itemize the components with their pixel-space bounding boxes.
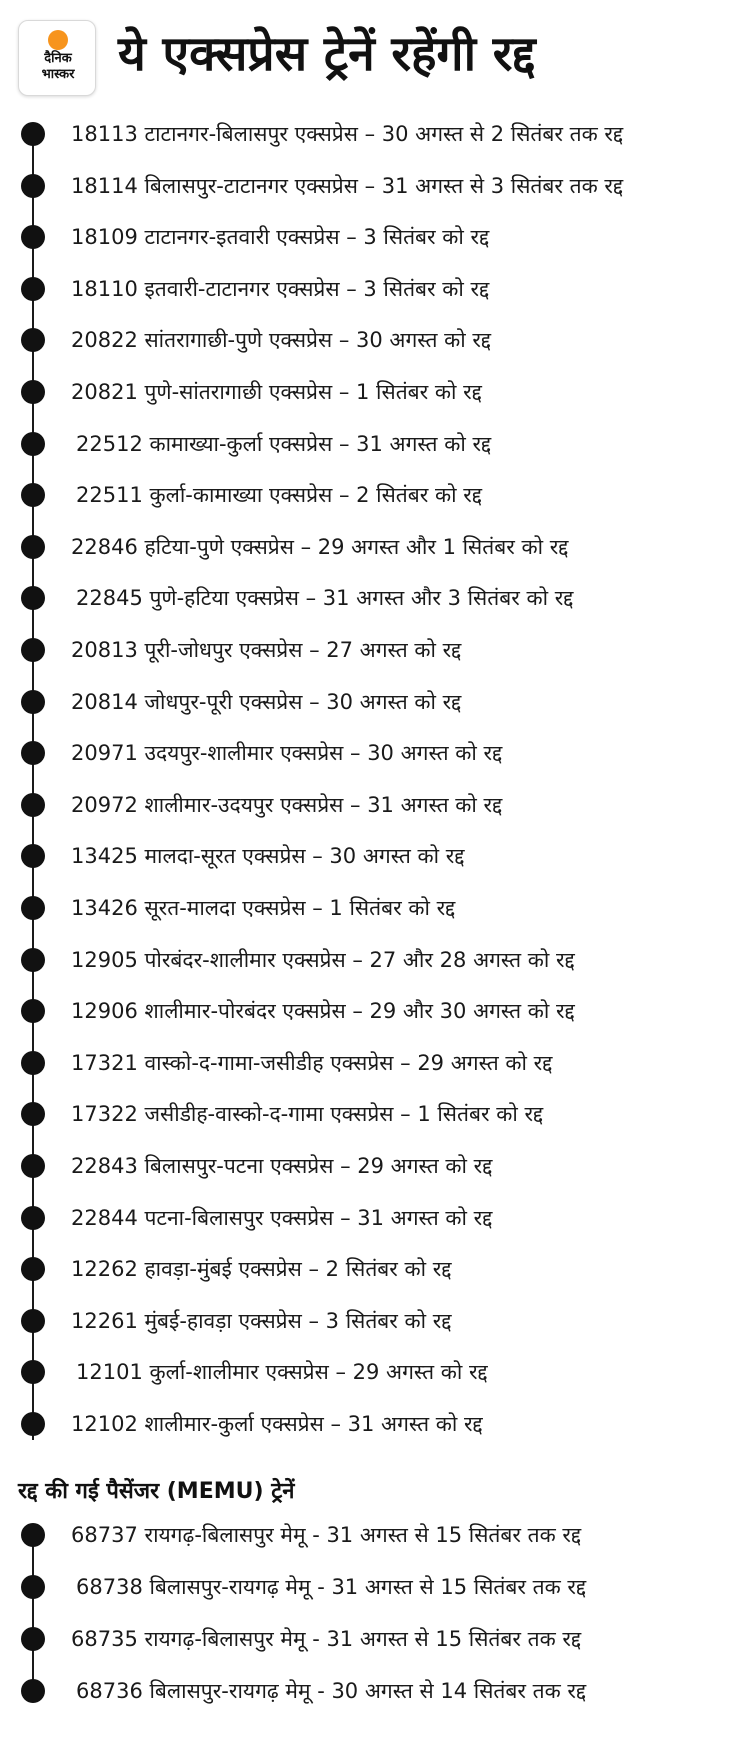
train-entry: 12906 शालीमार-पोरबंदर एक्सप्रेस – 29 और 30 अगस्त को रद्द: [71, 999, 575, 1024]
list-item: [0, 369, 730, 415]
bullet-icon: [21, 174, 45, 198]
bullet-icon: [21, 1257, 45, 1281]
bullet-icon: [21, 483, 45, 507]
train-entry: 20814 जोधपुर-पूरी एक्सप्रेस – 30 अगस्त को रद्द: [71, 689, 462, 714]
train-entry: 12102 शालीमार-कुर्ला एक्सप्रेस – 31 अगस्त को रद्द: [71, 1412, 483, 1436]
bullet-icon: [21, 1627, 45, 1651]
list-item: [0, 266, 730, 312]
bullet-icon: [21, 380, 45, 404]
logo-line-1: दैनिक: [44, 51, 72, 66]
list-item: [0, 937, 730, 983]
bullet-icon: [21, 1679, 45, 1703]
bullet-icon: [21, 586, 45, 610]
list-item: [0, 1349, 730, 1395]
bullet-icon: [21, 122, 45, 146]
train-entry: 20822 सांतरागाछी-पुणे एक्सप्रेस – 30 अगस्त को रद्द: [71, 328, 492, 353]
train-entry: 20971 उदयपुर-शालीमार एक्सप्रेस – 30 अगस्त को रद्द: [71, 741, 503, 766]
list-item: [0, 575, 730, 621]
list-item: [0, 524, 730, 570]
bullet-icon: [21, 793, 45, 817]
list-item: [0, 1195, 730, 1241]
bullet-icon: [21, 896, 45, 920]
bullet-icon: [21, 1309, 45, 1333]
list-item: [0, 472, 730, 518]
bullet-icon: [21, 638, 45, 662]
train-entry: 22844 पटना-बिलासपुर एक्सप्रेस – 31 अगस्त को रद्द: [71, 1205, 493, 1230]
list-item: [0, 317, 730, 363]
bullet-icon: [21, 844, 45, 868]
train-entry: 22511 कुर्ला-कामाख्या एक्सप्रेस – 2 सितंबर को रद्द: [76, 483, 483, 508]
list-item: [0, 163, 730, 209]
train-entry: 20813 पूरी-जोधपुर एक्सप्रेस – 27 अगस्त को रद्द: [71, 638, 462, 662]
dainik-bhaskar-logo: [18, 20, 96, 96]
sun-icon: [48, 30, 68, 50]
list-item: [0, 730, 730, 776]
list-item: [0, 1298, 730, 1344]
train-entry: 18114 बिलासपुर-टाटानगर एक्सप्रेस – 31 अगस्त से 3 सितंबर तक रद्द: [71, 173, 624, 198]
list-item: [0, 1246, 730, 1292]
bullet-icon: [21, 328, 45, 352]
train-entry: 68738 बिलासपुर-रायगढ़ मेमू - 31 अगस्त से 15 सितंबर तक रद्द: [76, 1575, 587, 1599]
list-item: [0, 1616, 730, 1662]
page-title: ये एक्सप्रेस ट्रेनें रहेंगी रद्द: [118, 26, 536, 82]
train-entry: 20821 पुणे-सांतरागाछी एक्सप्रेस – 1 सितंबर को रद्द: [71, 380, 482, 404]
train-entry: 68737 रायगढ़-बिलासपुर मेमू - 31 अगस्त से 15 सितंबर तक रद्द: [71, 1523, 582, 1547]
bullet-icon: [21, 999, 45, 1023]
train-entry: 17322 जसीडीह-वास्को-द-गामा एक्सप्रेस – 1 सितंबर को रद्द: [71, 1102, 544, 1127]
bullet-icon: [21, 1523, 45, 1547]
bullet-icon: [21, 948, 45, 972]
list-item: [0, 421, 730, 467]
list-item: [0, 1091, 730, 1137]
memu-section-title: रद्द की गई पैसेंजर (MEMU) ट्रेनें: [18, 1479, 295, 1504]
bullet-icon: [21, 1206, 45, 1230]
list-item: [0, 1143, 730, 1189]
list-item: [0, 627, 730, 673]
bullet-icon: [21, 690, 45, 714]
bullet-icon: [21, 1051, 45, 1075]
train-entry: 22843 बिलासपुर-पटना एक्सप्रेस – 29 अगस्त को रद्द: [71, 1154, 493, 1178]
bullet-icon: [21, 741, 45, 765]
train-entry: 68736 बिलासपुर-रायगढ़ मेमू - 30 अगस्त से 14 सितंबर तक रद्द: [76, 1679, 587, 1703]
list-item: [0, 1401, 730, 1447]
train-entry: 68735 रायगढ़-बिलासपुर मेमू - 31 अगस्त से 15 सितंबर तक रद्द: [71, 1627, 582, 1651]
train-entry: 20972 शालीमार-उदयपुर एक्सप्रेस – 31 अगस्त को रद्द: [71, 792, 503, 817]
list-item: [0, 111, 730, 157]
train-entry: 13426 सूरत-मालदा एक्सप्रेस – 1 सितंबर को रद्द: [71, 896, 456, 920]
train-entry: 22512 कामाख्या-कुर्ला एक्सप्रेस – 31 अगस्त को रद्द: [76, 431, 492, 456]
bullet-icon: [21, 1102, 45, 1126]
bullet-icon: [21, 277, 45, 301]
bullet-icon: [21, 225, 45, 249]
bullet-icon: [21, 1360, 45, 1384]
bullet-icon: [21, 535, 45, 559]
list-item: [0, 1040, 730, 1086]
bullet-icon: [21, 1575, 45, 1599]
bullet-icon: [21, 1154, 45, 1178]
list-item: [0, 833, 730, 879]
header: [0, 0, 730, 100]
list-item: [0, 782, 730, 828]
logo-line-2: भास्कर: [41, 67, 75, 82]
train-entry: 18110 इतवारी-टाटानगर एक्सप्रेस – 3 सितंबर को रद्द: [71, 276, 490, 301]
train-entry: 12905 पोरबंदर-शालीमार एक्सप्रेस – 27 और 28 अगस्त को रद्द: [71, 947, 575, 972]
train-entry: 12262 हावड़ा-मुंबई एक्सप्रेस – 2 सितंबर को रद्द: [71, 1257, 452, 1282]
train-entry: 13425 मालदा-सूरत एक्सप्रेस – 30 अगस्त को रद्द: [71, 844, 465, 869]
bullet-icon: [21, 432, 45, 456]
list-item: [0, 1564, 730, 1610]
list-item: [0, 679, 730, 725]
list-item: [0, 214, 730, 260]
list-item: [0, 1512, 730, 1558]
train-entry: 18113 टाटानगर-बिलासपुर एक्सप्रेस – 30 अगस्त से 2 सितंबर तक रद्द: [71, 122, 624, 146]
train-entry: 22845 पुणे-हटिया एक्सप्रेस – 31 अगस्त और 3 सितंबर को रद्द: [76, 586, 574, 611]
bullet-icon: [21, 1412, 45, 1436]
list-item: [0, 885, 730, 931]
list-item: [0, 1668, 730, 1714]
train-entry: 18109 टाटानगर-इतवारी एक्सप्रेस – 3 सितंबर को रद्द: [71, 225, 490, 250]
train-entry: 22846 हटिया-पुणे एक्सप्रेस – 29 अगस्त और 1 सितंबर को रद्द: [71, 534, 569, 559]
train-entry: 12261 मुंबई-हावड़ा एक्सप्रेस – 3 सितंबर को रद्द: [71, 1308, 452, 1333]
train-entry: 12101 कुर्ला-शालीमार एक्सप्रेस – 29 अगस्त को रद्द: [76, 1360, 488, 1385]
train-entry: 17321 वास्को-द-गामा-जसीडीह एक्सप्रेस – 29 अगस्त को रद्द: [71, 1050, 553, 1075]
list-item: [0, 988, 730, 1034]
